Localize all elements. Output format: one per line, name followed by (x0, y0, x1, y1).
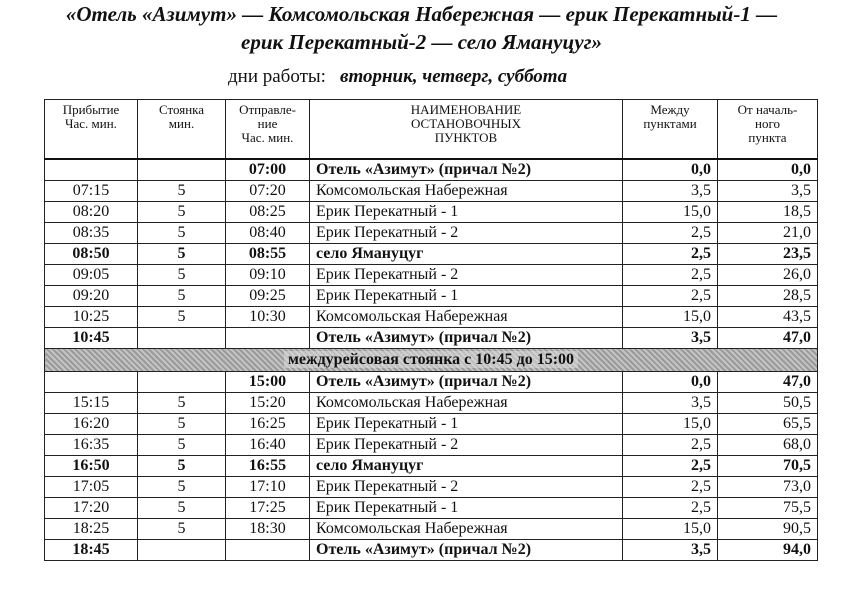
distance-total-cell: 65,5 (718, 414, 818, 435)
distance-between-cell: 2,5 (623, 435, 718, 456)
schedule-table (44, 99, 818, 561)
stop-name-cell: Комсомольская Набережная (310, 393, 623, 414)
departure-cell: 08:25 (226, 202, 310, 223)
distance-total-cell: 70,5 (718, 456, 818, 477)
distance-between-cell: 0,0 (623, 159, 718, 181)
distance-between-cell: 2,5 (623, 286, 718, 307)
distance-between-cell: 2,5 (623, 477, 718, 498)
table-row (45, 223, 818, 244)
arrival-cell: 08:20 (45, 202, 138, 223)
distance-between-cell: 15,0 (623, 307, 718, 328)
stop-duration-cell: 5 (138, 286, 226, 307)
arrival-cell: 08:35 (45, 223, 138, 244)
departure-cell: 16:55 (226, 456, 310, 477)
operating-days (228, 66, 567, 88)
distance-between-cell: 3,5 (623, 540, 718, 561)
stop-name-cell: Ерик Перекатный - 1 (310, 498, 623, 519)
distance-total-cell: 73,0 (718, 477, 818, 498)
stop-duration-cell: 5 (138, 181, 226, 202)
distance-between-cell: 15,0 (623, 519, 718, 540)
distance-between-cell: 2,5 (623, 265, 718, 286)
table-row (45, 456, 818, 477)
col-stop-header: Стоянка мин. (138, 100, 226, 160)
arrival-cell: 10:25 (45, 307, 138, 328)
distance-between-cell: 0,0 (623, 372, 718, 393)
stop-name-cell: Ерик Перекатный - 1 (310, 202, 623, 223)
arrival-cell: 17:20 (45, 498, 138, 519)
distance-between-cell: 15,0 (623, 414, 718, 435)
distance-total-cell: 94,0 (718, 540, 818, 561)
table-row (45, 414, 818, 435)
departure-cell: 10:30 (226, 307, 310, 328)
arrival-cell (45, 372, 138, 393)
arrival-cell: 16:35 (45, 435, 138, 456)
distance-total-cell: 26,0 (718, 265, 818, 286)
distance-total-cell: 50,5 (718, 393, 818, 414)
col-between-header: Между пунктами (623, 100, 718, 160)
distance-total-cell: 28,5 (718, 286, 818, 307)
route-title-line-2: ерик Перекатный-2 — село Ямануцуг» (241, 30, 602, 54)
stop-name-cell: Отель «Азимут» (причал №2) (310, 159, 623, 181)
departure-cell: 16:25 (226, 414, 310, 435)
departure-cell: 17:25 (226, 498, 310, 519)
layover-cell (45, 349, 818, 372)
departure-cell: 16:40 (226, 435, 310, 456)
stop-duration-cell (138, 328, 226, 349)
table-row (45, 393, 818, 414)
stop-duration-cell: 5 (138, 244, 226, 265)
distance-total-cell: 0,0 (718, 159, 818, 181)
stop-duration-cell: 5 (138, 307, 226, 328)
arrival-cell: 16:50 (45, 456, 138, 477)
table-row (45, 519, 818, 540)
distance-between-cell: 2,5 (623, 456, 718, 477)
stop-duration-cell: 5 (138, 393, 226, 414)
stop-name-cell: Ерик Перекатный - 2 (310, 435, 623, 456)
departure-cell: 07:00 (226, 159, 310, 181)
departure-cell: 15:20 (226, 393, 310, 414)
arrival-cell: 16:20 (45, 414, 138, 435)
departure-cell: 08:55 (226, 244, 310, 265)
stop-name-cell: Комсомольская Набережная (310, 181, 623, 202)
stop-name-cell: Ерик Перекатный - 1 (310, 414, 623, 435)
departure-cell (226, 540, 310, 561)
departure-cell: 09:10 (226, 265, 310, 286)
table-row (45, 159, 818, 181)
header-row (45, 100, 818, 160)
departure-cell: 09:25 (226, 286, 310, 307)
stop-duration-cell: 5 (138, 498, 226, 519)
stop-name-cell: Ерик Перекатный - 2 (310, 477, 623, 498)
distance-total-cell: 68,0 (718, 435, 818, 456)
table-row (45, 202, 818, 223)
table-row (45, 435, 818, 456)
table-row (45, 181, 818, 202)
table-row (45, 498, 818, 519)
col-total-header: От началь- ного пункта (718, 100, 818, 160)
table-row (45, 540, 818, 561)
table-row (45, 307, 818, 328)
stop-name-cell: Ерик Перекатный - 2 (310, 265, 623, 286)
distance-between-cell: 15,0 (623, 202, 718, 223)
arrival-cell: 07:15 (45, 181, 138, 202)
arrival-cell (45, 159, 138, 181)
arrival-cell: 09:05 (45, 265, 138, 286)
stop-duration-cell: 5 (138, 519, 226, 540)
stop-name-cell: Отель «Азимут» (причал №2) (310, 328, 623, 349)
stop-name-cell: село Ямануцуг (310, 456, 623, 477)
operating-days-value: вторник, четверг, суббота (339, 66, 568, 87)
stop-duration-cell: 5 (138, 414, 226, 435)
stop-duration-cell: 5 (138, 456, 226, 477)
stop-name-cell: Ерик Перекатный - 1 (310, 286, 623, 307)
distance-total-cell: 47,0 (718, 328, 818, 349)
distance-total-cell: 47,0 (718, 372, 818, 393)
arrival-cell: 15:15 (45, 393, 138, 414)
table-row (45, 265, 818, 286)
stop-duration-cell (138, 540, 226, 561)
table-row (45, 477, 818, 498)
distance-total-cell: 21,0 (718, 223, 818, 244)
table-row (45, 372, 818, 393)
distance-total-cell: 75,5 (718, 498, 818, 519)
departure-cell: 08:40 (226, 223, 310, 244)
distance-between-cell: 3,5 (623, 181, 718, 202)
arrival-cell: 09:20 (45, 286, 138, 307)
table-row (45, 286, 818, 307)
layover-row (45, 349, 818, 372)
col-departure-header: Отправле- ние Час. мин. (226, 100, 310, 160)
stop-name-cell: Отель «Азимут» (причал №2) (310, 372, 623, 393)
arrival-cell: 18:45 (45, 540, 138, 561)
arrival-cell: 18:25 (45, 519, 138, 540)
distance-total-cell: 3,5 (718, 181, 818, 202)
departure-cell: 18:30 (226, 519, 310, 540)
departure-cell: 15:00 (226, 372, 310, 393)
distance-between-cell: 3,5 (623, 393, 718, 414)
col-arrival-header: Прибытие Час. мин. (45, 100, 138, 160)
stop-duration-cell: 5 (138, 202, 226, 223)
arrival-cell: 17:05 (45, 477, 138, 498)
distance-between-cell: 2,5 (623, 244, 718, 265)
distance-total-cell: 90,5 (718, 519, 818, 540)
stop-name-cell: Ерик Перекатный - 2 (310, 223, 623, 244)
distance-between-cell: 2,5 (623, 498, 718, 519)
departure-cell: 07:20 (226, 181, 310, 202)
distance-total-cell: 43,5 (718, 307, 818, 328)
table-row (45, 244, 818, 265)
distance-total-cell: 23,5 (718, 244, 818, 265)
stop-name-cell: Комсомольская Набережная (310, 307, 623, 328)
arrival-cell: 08:50 (45, 244, 138, 265)
schedule-body (45, 159, 818, 561)
stop-name-cell: Комсомольская Набережная (310, 519, 623, 540)
departure-cell: 17:10 (226, 477, 310, 498)
stop-duration-cell: 5 (138, 265, 226, 286)
distance-total-cell: 18,5 (718, 202, 818, 223)
stop-duration-cell (138, 159, 226, 181)
table-row (45, 328, 818, 349)
departure-cell (226, 328, 310, 349)
stop-name-cell: село Ямануцуг (310, 244, 623, 265)
stop-duration-cell: 5 (138, 435, 226, 456)
col-stop-name-header: НАИМЕНОВАНИЕ ОСТАНОВОЧНЫХ ПУНКТОВ (310, 100, 623, 160)
stop-duration-cell: 5 (138, 223, 226, 244)
arrival-cell: 10:45 (45, 328, 138, 349)
stop-name-cell: Отель «Азимут» (причал №2) (310, 540, 623, 561)
stop-duration-cell: 5 (138, 477, 226, 498)
operating-days-label: дни работы: (228, 66, 326, 87)
distance-between-cell: 3,5 (623, 328, 718, 349)
layover-text: междурейсовая стоянка с 10:45 до 15:00 (284, 351, 578, 368)
distance-between-cell: 2,5 (623, 223, 718, 244)
route-title-line-1: «Отель «Азимут» — Комсомольская Набережная — ерик Перекатный-1 — (65, 2, 778, 26)
stop-duration-cell (138, 372, 226, 393)
